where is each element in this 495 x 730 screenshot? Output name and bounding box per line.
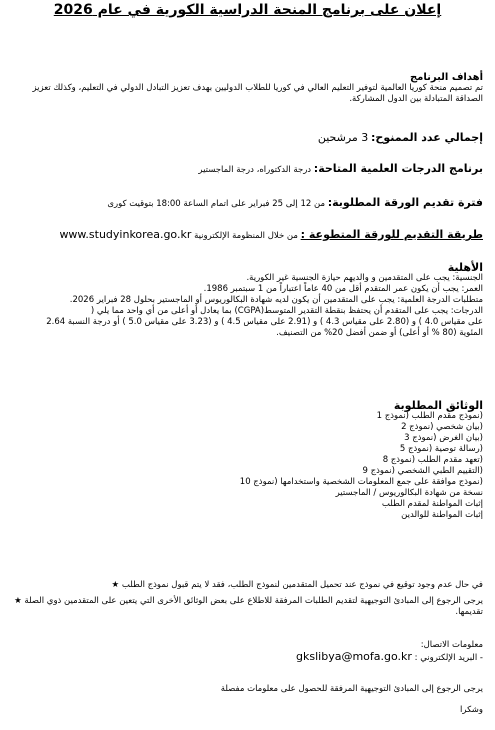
notes-section <box>8 580 483 618</box>
eligibility-heading: الأهلية <box>447 261 483 274</box>
eligibility-line: العمر: يجب أن يكون عمر المتقدم أقل من 40 عاماً اعتباراً من 1 سبتمبر 1986. <box>203 284 483 294</box>
email-link[interactable]: gkslibya@mofa.go.kr <box>296 650 412 663</box>
period-value: من 12 إلى 25 فبراير على اتمام الساعة 18:00 بتوقيت كورى <box>107 199 326 209</box>
note-line: تقديمها. <box>455 607 483 617</box>
degrees-label: برنامج الدرجات العلمية المتاحة: <box>313 162 483 175</box>
degrees-section <box>8 163 483 176</box>
method-value: من خلال المنظومة الإلكترونية <box>194 231 298 241</box>
total-label: إجمالي عدد الممنوح: <box>371 131 483 144</box>
footer-section <box>8 684 483 716</box>
document-item: (بيان الغرض (نموذج 3 <box>404 433 483 443</box>
method-label: طريقة التقديم للورقة المتطوعة : <box>300 228 483 241</box>
document-item: نسخة من شهادة البكالوريوس / الماجستير <box>335 488 483 498</box>
contact-heading: معلومات الاتصال: <box>420 640 483 650</box>
footer-refer: يرجى الرجوع إلى المبادئ التوجيهية المرفقة للحصول على معلومات مفصلة <box>220 684 483 694</box>
goals-text: تم تصميم منحة كوريا العالمية لتوفير التعليم العالي في كوريا للطلاب الدوليين بهدف تعزيز التبادل الدولي في التعليم، وكذلك تعزيز الصداقة المتبادلة بين الدول المشاركة. <box>32 83 483 104</box>
documents-section <box>8 400 483 521</box>
goals-section <box>8 72 483 105</box>
eligibility-line: المئوية (80 % أو أعلى) أو ضمن أفضل 20% من التصنيف. <box>276 328 483 338</box>
document-item: (بيان شخصي (نموذج 2 <box>401 422 483 432</box>
document-item: (نموذج مقدم الطلب (نموذج 1 <box>376 411 483 421</box>
eligibility-line: الدرجات: يجب على المتقدم أن يحتفظ بنقطة التقدير المتوسط(CGPA) بما يعادل أو أعلى من أي واحد مما يلي ( <box>90 306 483 316</box>
eligibility-line: الجنسية: يجب على المتقدمين و والديهم حيازة الجنسية غير الكورية. <box>246 273 483 283</box>
degrees-value: درجة الدكتوراه، درجة الماجستير <box>198 165 312 175</box>
note-line: يرجى الرجوع إلى المبادئ التوجيهية لتقديم الطلبات المرفقة للاطلاع على بعض الوثائق الأخرى التي يتعين على المتقدمين ذوي الصلة ★ <box>14 596 483 606</box>
document-item: (التقييم الطبي الشخصي (نموذج 9 <box>362 466 483 476</box>
page-title: إعلان على برنامج المنحة الدراسية الكورية في عام 2026 <box>53 2 442 18</box>
document-item: (تعهد مقدم الطلب (نموذج 8 <box>382 455 483 465</box>
document-item: إثبات المواطنة للوالدين <box>401 510 483 520</box>
method-section <box>8 229 483 242</box>
total-value: 3 مرشحين <box>317 131 369 144</box>
note-line: في حال عدم وجود توقيع في نموذج عند تحميل المتقدمين لنموذج الطلب، فقد لا يتم قبول نموذج الطلب ★ <box>111 580 483 590</box>
email-label: - البريد الإلكتروني : <box>414 653 483 663</box>
contact-section <box>8 640 483 664</box>
period-section <box>8 197 483 210</box>
document-item: إثبات المواطنة لمقدم الطلب <box>381 499 483 509</box>
document-item: (نموذج موافقة على جمع المعلومات الشخصية واستخدامها (نموذج 10 <box>239 477 483 487</box>
footer-thanks: وشكرا <box>460 705 483 715</box>
eligibility-line: متطلبات الدرجة العلمية: يجب على المتقدمين أن يكون لديه شهادة البكالوريوس أو الماجستير بحلول 28 فبراير 2026. <box>69 295 483 305</box>
eligibility-section <box>8 262 483 339</box>
method-url-link[interactable]: www.studyinkorea.go.kr <box>59 228 192 241</box>
documents-heading: الوثائق المطلوبة <box>393 399 483 412</box>
document-item: (رسالة توصية (نموذج 5 <box>399 444 483 454</box>
total-section <box>8 132 483 145</box>
eligibility-line: على مقياس 4.0 ) و (2.80 على مقياس 4.3 ) و (2.91 على مقياس 4.5 ) و (3.23 على مقياس 5.0 ) أو درجة النسبة 2.64 <box>46 317 483 327</box>
period-label: فترة تقديم الورقة المطلوبة: <box>327 196 483 209</box>
goals-heading: أهداف البرنامج <box>409 72 483 83</box>
